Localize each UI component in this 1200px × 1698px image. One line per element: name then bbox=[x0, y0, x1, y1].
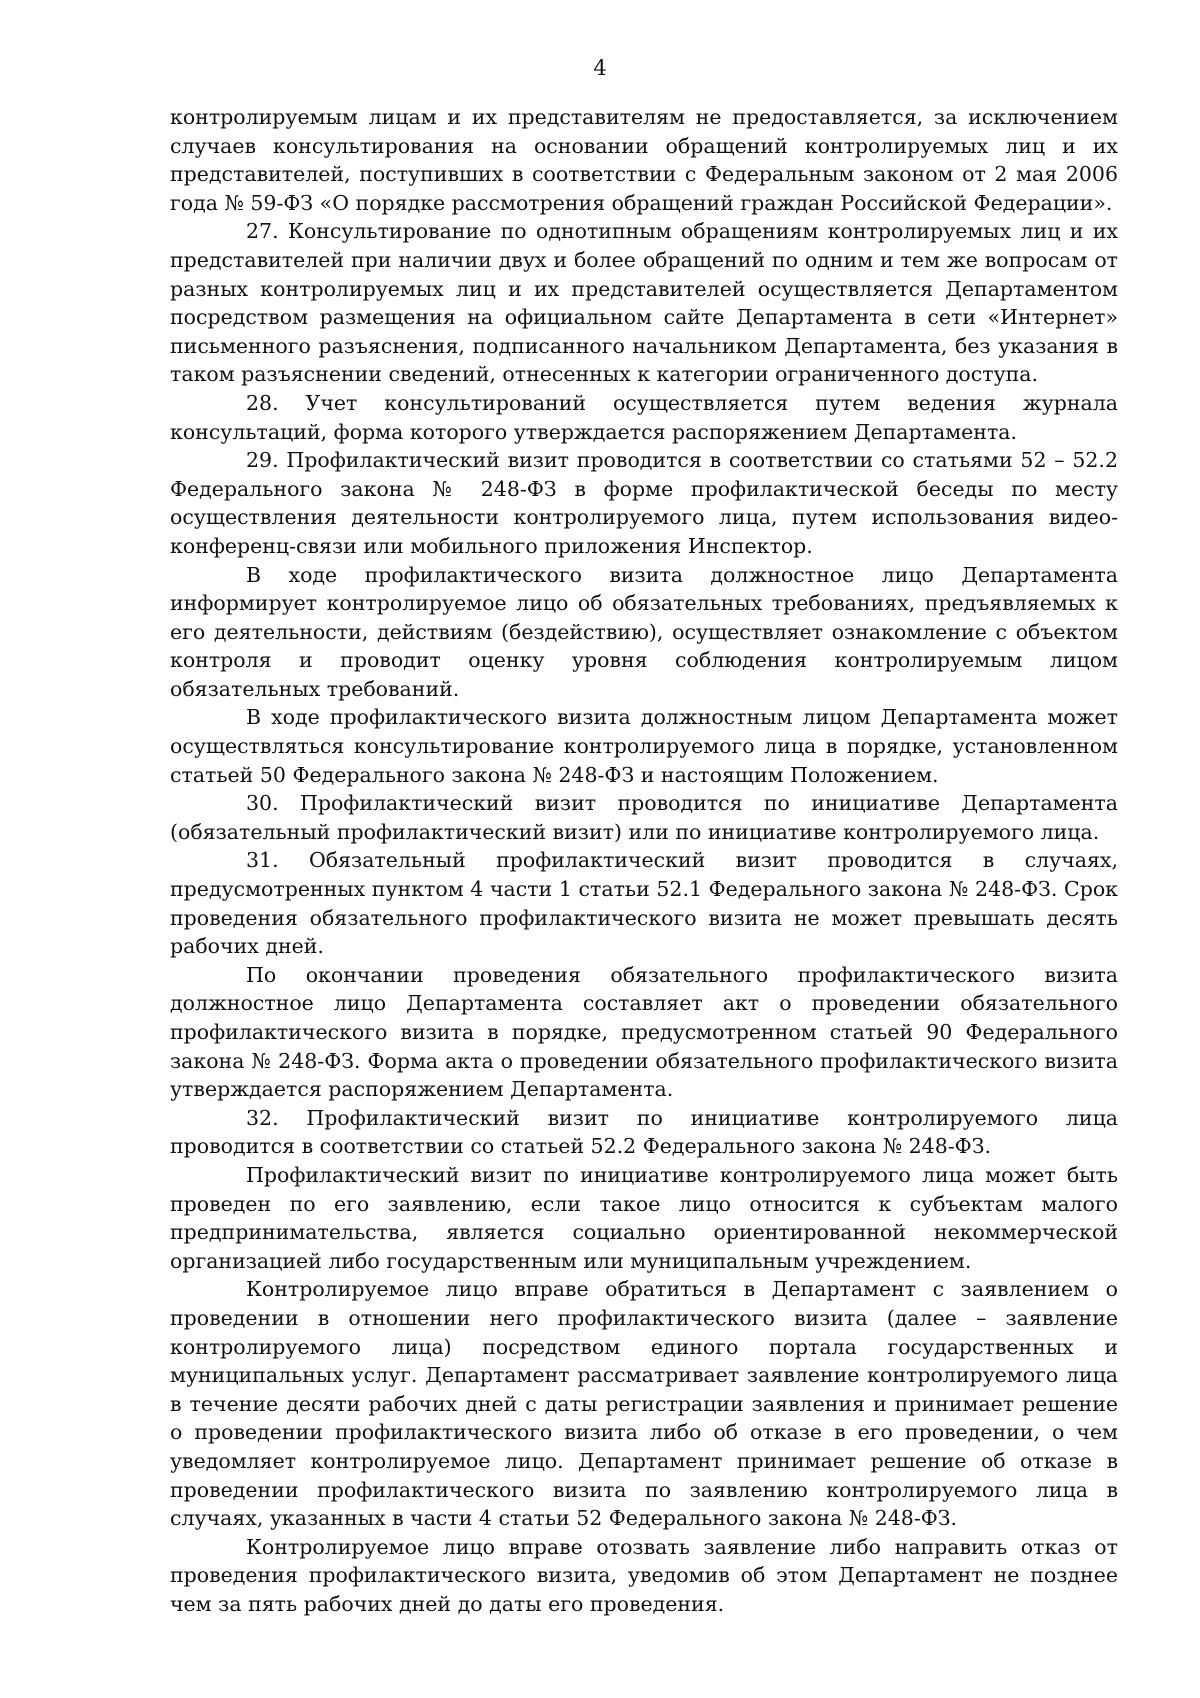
paragraph-32-application: Контролируемое лицо вправе обратиться в Департамент с заявлением о проведении в отношении него профилактического визита (далее – заявление контролируемого лица) посредством единого портала государственных и муниципальных услуг. Департамент рассматривает заявление контролируемого лица в течение десяти рабочих дней с даты регистрации заявления и принимает решение о проведении профилактического визита либо об отказе в его проведении, о чем уведомляет контролируемое лицо. Департамент принимает решение об отказе в проведении профилактического визита по заявлению контролируемого лица в случаях, указанных в части 4 статьи 52 Федерального закона № 248-ФЗ. bbox=[170, 1277, 1118, 1531]
paragraph-32-withdrawal: Контролируемое лицо вправе отозвать заявление либо направить отказ от проведения профилактического визита, уведомив об этом Департамент не позднее чем за пять рабочих дней до даты его проведения. bbox=[170, 1534, 1118, 1616]
paragraph-27: 27. Консультирование по однотипным обращениям контролируемых лиц и их представителей при наличии двух и более обращений по одним и тем же вопросам от разных контролируемых лиц и их представителей осуществляется Департаментом посредством размещения на официальном сайте Департамента в сети «Интернет» письменного разъяснения, подписанного начальником Департамента, без указания в таком разъяснении сведений, отнесенных к категории ограниченного доступа. bbox=[170, 219, 1118, 387]
paragraph-29-consulting: В ходе профилактического визита должностным лицом Департамента может осуществляться консультирование контролируемого лица в порядке, установленном статьей 50 Федерального закона № 248-ФЗ и настоящим Положением. bbox=[170, 705, 1118, 787]
paragraph-intro-continuation: контролируемым лицам и их представителям не предоставляется, за исключением случаев консультирования на основании обращений контролируемых лиц и их представителей, поступивших в соответствии с Федеральным законом от 2 мая 2006 года № 59-ФЗ «О порядке рассмотрения обращений граждан Российской Федерации». bbox=[170, 105, 1118, 215]
paragraph-32: 32. Профилактический визит по инициативе контролируемого лица проводится в соответствии со статьей 52.2 Федерального закона № 248-ФЗ. bbox=[170, 1105, 1118, 1159]
paragraph-28: 28. Учет консультирований осуществляется путем ведения журнала консультаций, форма которого утверждается распоряжением Департамента. bbox=[170, 390, 1118, 444]
paragraph-32-eligibility: Профилактический визит по инициативе контролируемого лица может быть проведен по его заявлению, если такое лицо относится к субъектам малого предпринимательства, является социально ориентированной некоммерческой организацией либо государственным или муниципальным учреждением. bbox=[170, 1162, 1118, 1273]
paragraph-29-informing: В ходе профилактического визита должностное лицо Департамента информирует контролируемое лицо об обязательных требованиях, предъявляемых к его деятельности, действиям (бездействию), осуществляет ознакомление с объектом контроля и проводит оценку уровня соблюдения контролируемым лицом обязательных требований. bbox=[170, 562, 1118, 701]
document-body bbox=[170, 103, 1118, 1618]
paragraph-30: 30. Профилактический визит проводится по инициативе Департамента (обязательный профилактический визит) или по инициативе контролируемого лица. bbox=[170, 791, 1118, 844]
paragraph-29: 29. Профилактический визит проводится в соответствии со статьями 52 – 52.2 Федерального закона № 248-ФЗ в форме профилактической беседы по месту осуществления деятельности контролируемого лица, путем использования видео-конференц-связи или мобильного приложения Инспектор. bbox=[170, 448, 1118, 558]
paragraph-31-act: По окончании проведения обязательного профилактического визита должностное лицо Департамента составляет акт о проведении обязательного профилактического визита в порядке, предусмотренном статьей 90 Федерального закона № 248-ФЗ. Форма акта о проведении обязательного профилактического визита утверждается распоряжением Департамента. bbox=[170, 962, 1118, 1102]
paragraph-31: 31. Обязательный профилактический визит проводится в случаях, предусмотренных пунктом 4 части 1 статьи 52.1 Федерального закона № 248-ФЗ. Срок проведения обязательного профилактического визита не может превышать десять рабочих дней. bbox=[170, 848, 1118, 959]
page-number: 4 bbox=[593, 56, 607, 80]
